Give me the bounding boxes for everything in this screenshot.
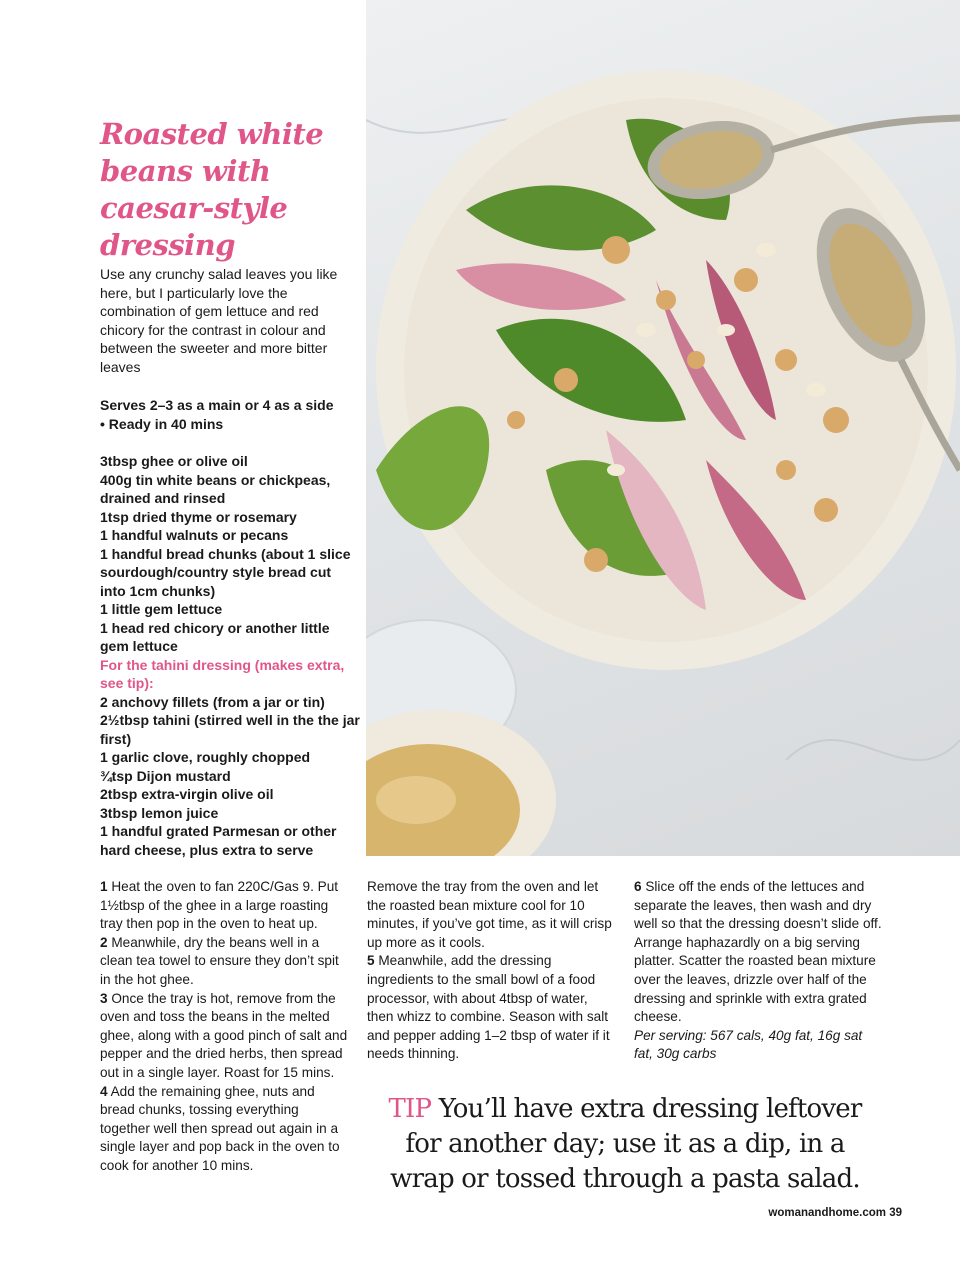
- step-number: 4: [100, 1083, 108, 1099]
- ingredient-item: 1 handful bread chunks (about 1 slice sourdough/country style bread cut into 1cm chunks): [100, 545, 351, 599]
- dressing-ingredient-item: 1 garlic clove, roughly chopped: [100, 749, 311, 765]
- step-text: Meanwhile, dry the beans well in a clean tea towel to ensure they don’t spit in the hot ghee.: [100, 934, 339, 987]
- dressing-ingredient-item: ¾tsp Dijon mustard: [100, 767, 231, 784]
- dressing-ingredient-item: 2½tbsp tahini (stirred well in the the jar first): [100, 712, 360, 747]
- step-text: Add the remaining ghee, nuts and bread chunks, tossing everything together well then spread out again in a single layer and pop back in the oven to cook for another 10 mins.: [100, 1083, 340, 1173]
- step-number: 5: [367, 953, 375, 969]
- dressing-ingredient-item: 2 anchovy fillets (from a jar or tin): [100, 693, 325, 710]
- method-column-2: [367, 878, 615, 1064]
- step-number: 3: [100, 990, 108, 1006]
- ingredient-list: [100, 452, 360, 859]
- step-text: Heat the oven to fan 220C/Gas 9. Put 1½tbsp of the ghee in a large roasting tray then pop in the oven to heat up.: [100, 879, 339, 932]
- method-step: [100, 934, 348, 990]
- method-step: [367, 952, 615, 1064]
- ingredient-item: 1 handful walnuts or pecans: [100, 527, 289, 543]
- method-step: [100, 878, 348, 934]
- salad-photo: [366, 0, 960, 856]
- tip-text: You’ll have extra dressing leftover for another day; use it as a dip, in a wrap or tossed through a pasta salad.: [390, 1094, 862, 1194]
- method-step: [100, 990, 348, 1083]
- dressing-ingredient-item: 1 handful grated Parmesan or other hard cheese, plus extra to serve: [100, 823, 337, 858]
- ready-time: • Ready in 40 mins: [100, 415, 224, 432]
- ingredient-item: 1 little gem lettuce: [100, 601, 223, 617]
- ingredient-item: 3tbsp ghee or olive oil: [100, 453, 248, 469]
- ingredient-item: 1tsp dried thyme or rosemary: [100, 508, 297, 525]
- ingredient-item: 400g tin white beans or chickpeas, drained and rinsed: [100, 471, 331, 506]
- step-number: 1: [100, 879, 108, 894]
- ingredient-item: 1 head red chicory or another little gem lettuce: [100, 619, 330, 654]
- recipe-intro: Use any crunchy salad leaves you like here, but I particularly love the combination of gem lettuce and red chicory for the contrast in colour and between the sweeter and more bitter leaves: [100, 266, 338, 375]
- tip-label: TIP: [388, 1094, 432, 1124]
- website-url: womanandhome.com: [768, 1207, 886, 1219]
- tip-box: [380, 1092, 870, 1197]
- method-column-1: [100, 878, 348, 1176]
- recipe-title: Roasted white beans with caesar-style dressing: [100, 117, 324, 262]
- method-step: [100, 1083, 348, 1176]
- step-text: Remove the tray from the oven and let the roasted bean mixture cool for 10 minutes, if you’ve got time, as it will crisp up more as it cools.: [367, 879, 612, 950]
- serves-text: Serves 2–3 as a main or 4 as a side: [100, 397, 334, 413]
- method-step: [634, 878, 882, 1027]
- step-text: Once the tray is hot, remove from the oven and toss the beans in the melted ghee, along with a good pinch of salt and pepper and the dried herbs, then spread out in a single layer. Roast for 15 mins.: [100, 990, 348, 1080]
- page-number: 39: [889, 1207, 902, 1219]
- dressing-heading: For the tahini dressing (makes extra, see tip):: [100, 656, 345, 691]
- dressing-ingredient-item: 3tbsp lemon juice: [100, 804, 219, 821]
- nutrition-info: Per serving: 567 cals, 40g fat, 16g sat fat, 30g carbs: [634, 1027, 863, 1062]
- page-footer: [768, 1207, 902, 1219]
- dressing-ingredient-item: 2tbsp extra-virgin olive oil: [100, 786, 274, 802]
- step-number: 2: [100, 934, 108, 950]
- step-text: Meanwhile, add the dressing ingredients to the small bowl of a food processor, with about 4tbsp of water, then whizz to combine. Season with salt and pepper adding 1–2 tbsp of water if it needs thinning.: [367, 953, 610, 1062]
- step-text: Slice off the ends of the lettuces and separate the leaves, then wash and dry well so that the dressing doesn’t slide off. Arrange haphazardly on a big serving platter. Scatter the roasted bean mixture over the leaves, drizzle over half of the dressing and sprinkle with extra grated cheese.: [634, 879, 882, 1025]
- serving-info: [100, 396, 350, 433]
- method-column-3: [634, 878, 882, 1064]
- step-number: 6: [634, 879, 642, 894]
- method-step-continued: [367, 878, 615, 952]
